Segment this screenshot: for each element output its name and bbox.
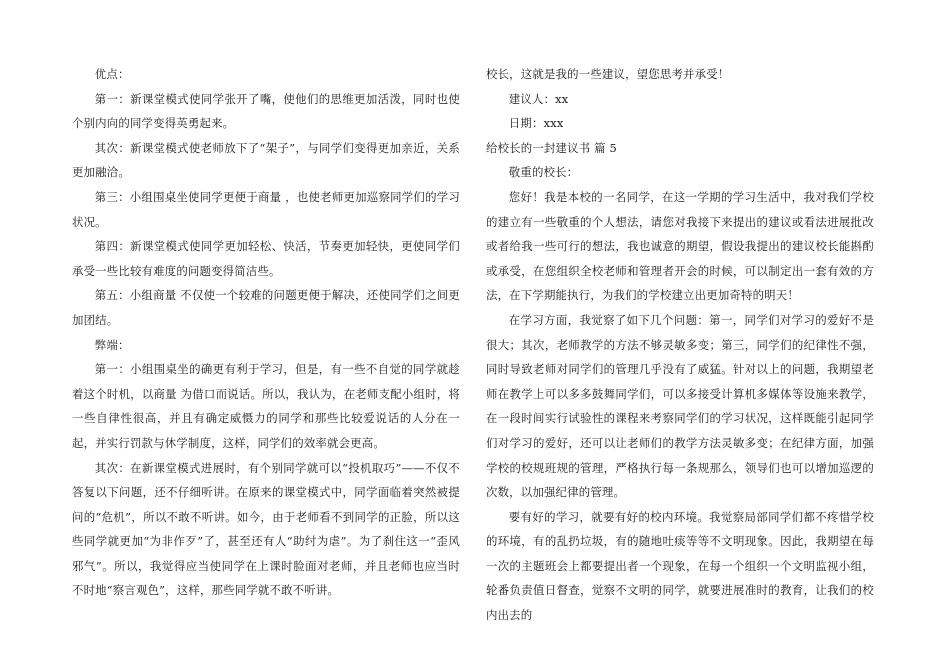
date-line: 日期：xxx (508, 116, 564, 131)
paragraph-advantages-heading: 优点： (94, 67, 130, 81)
paragraph-advantage-3: 第三：小组围桌坐使同学更便于商量 ，也使老师更加巡察同学们的学习状况。 (72, 189, 460, 229)
paragraph-greeting: 您好！我是本校的一名同学，在这一学期的学习生活中，我对我们学校的建立有一些敬重的个人想法，请您对我接下来提出的建议或看法进展批改或者给我一些可行的想法，我也诚意的期望，假设我提出的建议校长能斟酌或承受，在您组织全校老师和管理者开会的时候，可以制定出一套有效的方法，在下学期能执行，为我们的学校建立出更加奇特的明天！ (486, 189, 874, 303)
salutation: 敬重的校长： (508, 165, 579, 180)
paragraph-advantage-5: 第五：小组商量 不仅使一个较难的问题更便于解决，还使同学们之间更加团结。 (72, 288, 460, 327)
paragraph-advantage-1: 第一：新课堂模式使同学张开了嘴，使他们的思维更加活泼，同时也使个别内向的同学变得英勇起来。 (72, 91, 460, 131)
paragraph-advantage-4: 第四：新课堂模式使同学更加轻松、快活，节奏更加轻快，更使同学们承受一些比较有难度的问题变得简洁些。 (72, 239, 460, 278)
paragraph-drawbacks-heading: 弊端： (94, 337, 130, 352)
right-column (486, 62, 874, 628)
paragraph-study: 在学习方面，我觉察了如下几个问题：第一，同学们对学习的爱好不是很大；其次，老师教学的方法不够灵敏多变；第三，同学们的纪律性不强，同时导致老师对同学们的管理几乎没有了威猛。针对以上的问题，我期望老师在教学上可以多多鼓舞同学们，可以多接受计算机多媒体等设施来教学，在一段时间实行试验性的课程来考察同学们的学习状况，这样既能引起同学们对学习的爱好，还可以让老师们的教学方法灵敏多变；在纪律方面，加强学校的校规班规的管理，严格执行每一条规那么，领导们也可以增加巡逻的次数，以加强纪律的管理。 (486, 312, 874, 500)
paragraph-drawback-2: 其次：在新课堂模式进展时，有个别同学就可以“投机取巧”——不仅不答复以下问题，还不仔细听讲。在原来的课堂模式中，同学面临着突然被提问的“危机”，所以不敢不听讲。如今，由于老师看不到同学的正脸，所以这些同学就更加“为非作歹”了，甚至还有人“助纣为虐”。为了刹住这一“歪风邪气”。所以，我觉得应当使同学在上课时脸面对老师，并且老师也应当时不时地“察言观色”，这样，那些同学就不敢不听讲。 (72, 460, 460, 598)
left-column (72, 62, 460, 603)
proposer-line: 建议人：xx (508, 91, 569, 106)
letter-title: 给校长的一封建议书 篇 5 (486, 140, 617, 155)
paragraph-environment: 要有好的学习，就要有好的校内环境。我觉察局部同学们都不疼惜学校的环境，有的乱扔垃圾，有的随地吐痰等等不文明现象。因此，我期望在每一次的主题班会上都要提出者一个现象，在每一个组织一个文明监视小组，轮番负责值日督查，觉察不文明的同学，就要进展准时的教育，让我们的校内出去的 (486, 509, 874, 623)
paragraph-advantage-2: 其次：新课堂模式使老师放下了“架子”，与同学们变得更加亲近，关系更加融洽。 (72, 140, 460, 180)
paragraph-drawback-1: 第一：小组围桌坐的确更有利于学习，但是，有一些不自觉的同学就趁着这个时机，以商量 为借口而说话。所以，我认为，在老师支配小组时，将一些自律性很高，并且有确定威慑力的同学和那些比较爱说话的人分在一起，并实行罚款与休学制度，这样，同学们的效率就会更高。 (72, 362, 460, 450)
closing-line: 校长，这就是我的一些建议，望您思考并承受！ (486, 67, 730, 81)
